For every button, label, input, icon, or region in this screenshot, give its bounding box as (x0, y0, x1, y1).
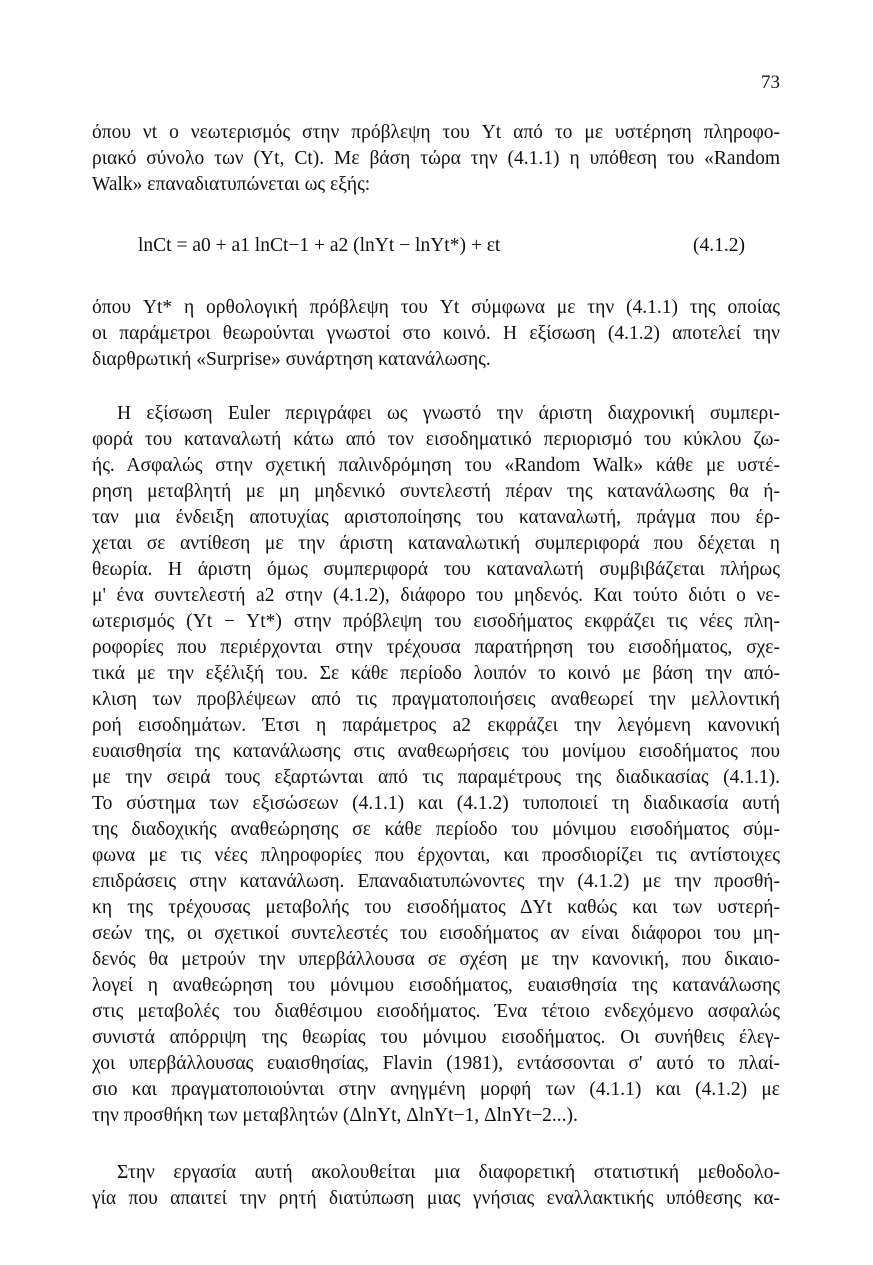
text-line: με την σειρά τους εξαρτώνται από τις παραμέτρους της διαδικασίας (4.1.1). (92, 767, 780, 788)
text-line: όπου Yt* η ορθολογική πρόβλεψη του Yt σύμφωνα με την (4.1.1) της οποίας (92, 297, 780, 318)
text-line: ρηση μεταβλητή με μη μηδενικό συντελεστή πέραν της κατανάλωσης θα ή- (92, 481, 780, 502)
text-line: λογεί η αναθεώρηση του μόνιμου εισοδήματος, ευαισθησία της κατανάλωσης (92, 975, 780, 996)
text-line: δενός θα μετρούν την υπερβάλλουσα σε σχέση με την κανονική, που δικαιο- (92, 949, 780, 970)
page-number: 73 (761, 72, 780, 93)
text-line: της διαδοχικής αναθεώρησης σε κάθε περίοδο του μόνιμου εισοδήματος σύμ- (92, 819, 780, 840)
text-line: Η εξίσωση Euler περιγράφει ως γνωστό την άριστη διαχρονική συμπερι- (117, 403, 780, 424)
text-line: θεωρία. Η άριστη όμως συμπεριφορά του καταναλωτή συμβιβάζεται πλήρως (92, 559, 780, 580)
text-line: χοι υπερβάλλουσας ευαισθησίας, Flavin (1981), εντάσσονται σ' αυτό το πλαί- (92, 1053, 780, 1074)
text-line: ής. Ασφαλώς στην σχετική παλινδρόμηση του «Random Walk» κάθε με υστέ- (92, 455, 780, 476)
text-line: την προσθήκη των μεταβλητών (ΔlnYt, ΔlnYt−1, ΔlnYt−2...). (92, 1105, 578, 1126)
text-line: επιδράσεις στην κατανάλωση. Επαναδιατυπώνοντες την (4.1.2) με την προσθή- (92, 871, 780, 892)
text-line: Στην εργασία αυτή ακολουθείται μια διαφορετική στατιστική μεθοδολο- (117, 1162, 780, 1183)
text-line: Το σύστημα των εξισώσεων (4.1.1) και (4.1.2) τυποποιεί τη διαδικασία αυτή (92, 793, 780, 814)
text-line: ευαισθησία της κατανάλωσης στις αναθεωρήσεις του μονίμου εισοδήματος που (92, 741, 780, 762)
text-line: κη της τρέχουσας μεταβολής του εισοδήματος ΔYt καθώς και των υστερή- (92, 897, 780, 918)
text-line: συνιστά απόρριψη της θεωρίας του μόνιμου εισοδήματος. Οι συνήθεις έλεγ- (92, 1027, 780, 1048)
text-line: γία που απαιτεί την ρητή διατύπωση μιας γνήσιας εναλλακτικής υπόθεσης κα- (92, 1188, 780, 1209)
text-line: φορά του καταναλωτή κάτω από τον εισοδηματικό περιορισμό του κύκλου ζω- (92, 429, 780, 450)
text-line: τικά με την εξέλιξή του. Σε κάθε περίοδο λοιπόν το κοινό με βάση την από- (92, 663, 780, 684)
text-line: ροφορίες που περιέρχονται στην τρέχουσα παρατήρηση του εισοδήματος, σχε- (92, 637, 780, 658)
text-line: ταν μια ένδειξη αποτυχίας αριστοποίησης του καταναλωτή, πράγμα που έρ- (92, 507, 780, 528)
text-line: σιο και πραγματοποιούνται στην ανηγμένη μορφή των (4.1.1) και (4.1.2) με (92, 1079, 780, 1100)
text-line: Walk» επαναδιατυπώνεται ως εξής: (92, 174, 371, 195)
text-line: φωνα με τις νέες πληροφορίες που έρχονται, και προσδιορίζει τις αντίστοιχες (92, 845, 780, 866)
equation-number: (4.1.2) (693, 235, 745, 256)
text-line: ριακό σύνολο των (Yt, Ct). Με βάση τώρα την (4.1.1) η υπόθεση του «Random (92, 148, 780, 169)
text-line: ροή εισοδημάτων. Έτσι η παράμετρος a2 εκφράζει την λεγόμενη κανονική (92, 715, 780, 736)
text-line: οι παράμετροι θεωρούνται γνωστοί στο κοινό. Η εξίσωση (4.1.2) αποτελεί την (92, 323, 780, 344)
text-line: διαρθρωτική «Surprise» συνάρτηση κατανάλωσης. (92, 349, 491, 370)
text-line: σεών της, οι σχετικοί συντελεστές του εισοδήματος αν είναι διάφοροι του μη- (92, 923, 780, 944)
equation-formula: lnCt = a0 + a1 lnCt−1 + a2 (lnYt − lnYt*) + εt (138, 235, 501, 256)
text-line: κλιση των προβλέψεων από τις πραγματοποιήσεις αναθεωρεί την μελλοντική (92, 689, 780, 710)
text-line: όπου νt ο νεωτερισμός στην πρόβλεψη του Yt από το με υστέρηση πληροφο- (92, 122, 780, 143)
text-line: στις μεταβολές του διαθέσιμου εισοδήματος. Ένα τέτοιο ενδεχόμενο ασφαλώς (92, 1001, 780, 1022)
text-line: μ' ένα συντελεστή a2 στην (4.1.2), διάφορο του μηδενός. Και τούτο διότι ο νε- (92, 585, 780, 606)
text-line: χεται σε αντίθεση με την άριστη καταναλωτική συμπεριφορά που δέχεται η (92, 533, 780, 554)
text-line: ωτερισμός (Yt − Yt*) στην πρόβλεψη του εισοδήματος εκφράζει τις νέες πλη- (92, 611, 780, 632)
